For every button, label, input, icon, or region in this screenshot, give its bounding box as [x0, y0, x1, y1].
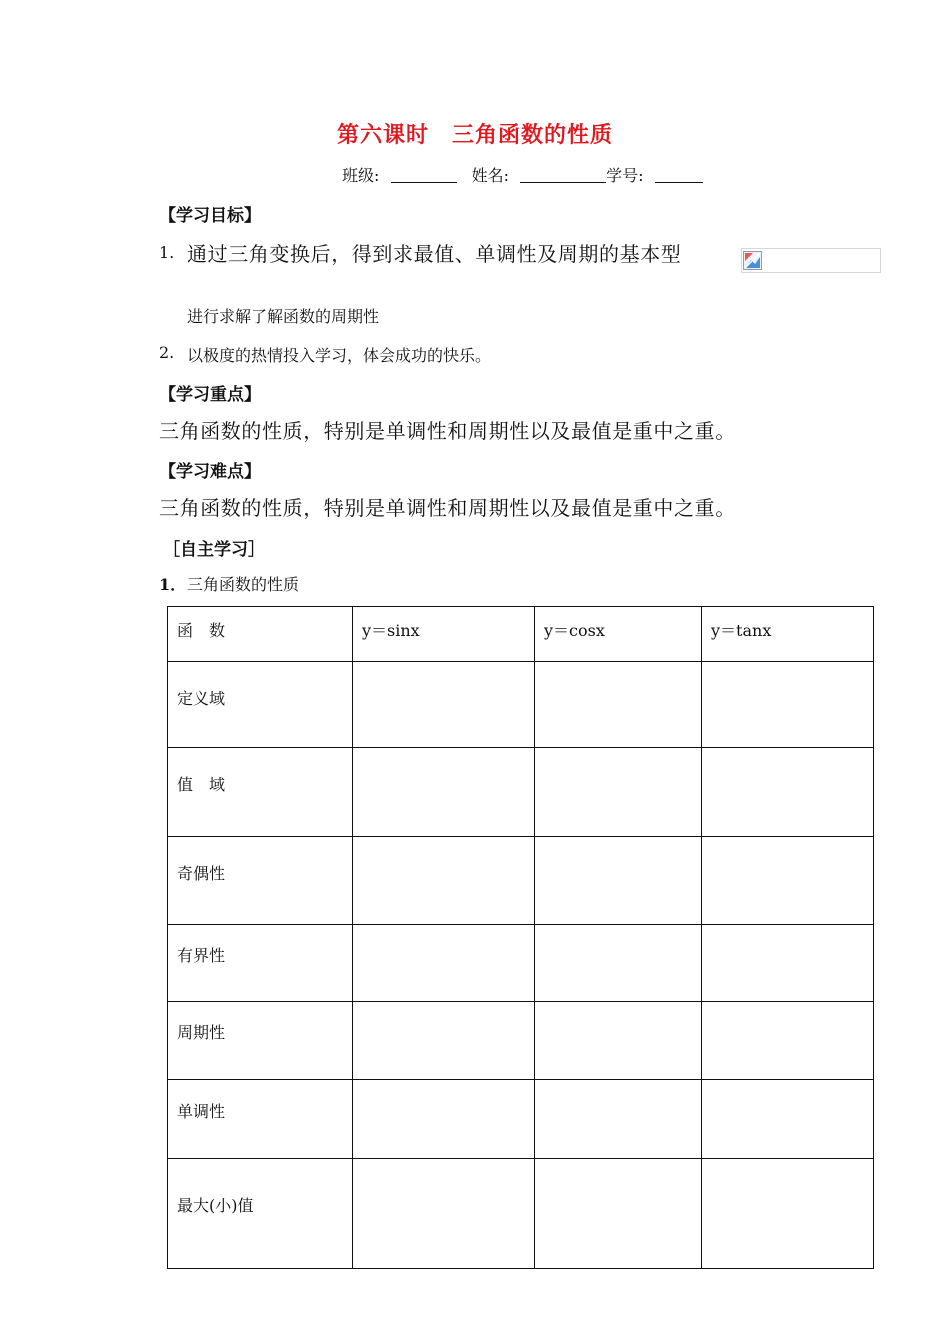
- header-cos: y＝cosx: [535, 607, 702, 662]
- table-cell: [535, 925, 702, 1002]
- table-row: [168, 837, 874, 925]
- table-cell: [353, 925, 535, 1002]
- table-cell: [353, 1159, 535, 1269]
- row-label-periodicity: 周期性: [168, 1002, 353, 1080]
- goal1-text: 通过三角变换后，得到求最值、单调性及周期的基本型: [187, 242, 682, 266]
- difficulty-heading: 【学习难点】: [159, 462, 261, 482]
- broken-image-placeholder: [741, 248, 881, 273]
- table-row: [168, 925, 874, 1002]
- trig-properties-table: [167, 606, 874, 1269]
- self-study-heading: ［自主学习］: [163, 540, 265, 560]
- difficulty-text: 三角函数的性质，特别是单调性和周期性以及最值是重中之重。: [159, 496, 736, 520]
- table-cell: [702, 1002, 874, 1080]
- table-cell: [535, 1002, 702, 1080]
- row-label-boundedness: 有界性: [168, 925, 353, 1002]
- row-label-parity: 奇偶性: [168, 837, 353, 925]
- table-cell: [702, 748, 874, 837]
- goal1-continued: 进行求解了解函数的周期性: [187, 307, 380, 326]
- goal2-number: 2.: [159, 343, 175, 362]
- table-cell: [702, 925, 874, 1002]
- student-info-line: [342, 163, 703, 186]
- row-label-monotonicity: 单调性: [168, 1080, 353, 1159]
- class-label: 班级:: [342, 166, 380, 185]
- table-cell: [535, 1080, 702, 1159]
- item1-number: 1．: [159, 575, 187, 594]
- table-row: [168, 1159, 874, 1269]
- table-cell: [535, 662, 702, 748]
- number-label: 学号:: [606, 166, 644, 185]
- table-cell: [535, 748, 702, 837]
- header-tan: y＝tanx: [702, 607, 874, 662]
- key-points-heading: 【学习重点】: [159, 385, 261, 405]
- goal2-text: 以极度的热情投入学习，体会成功的快乐。: [187, 346, 492, 365]
- class-blank: [391, 168, 457, 183]
- header-function: 函 数: [168, 607, 353, 662]
- table-cell: [702, 662, 874, 748]
- table-cell: [353, 1080, 535, 1159]
- row-label-extrema: 最大(小)值: [168, 1159, 353, 1269]
- row-label-domain: 定义域: [168, 662, 353, 748]
- table-cell: [353, 1002, 535, 1080]
- goal1-number: 1.: [159, 243, 175, 262]
- table-cell: [535, 1159, 702, 1269]
- row-label-range: 值 域: [168, 748, 353, 837]
- table-cell: [702, 837, 874, 925]
- table-row: [168, 748, 874, 837]
- table-cell: [353, 748, 535, 837]
- goals-heading: 【学习目标】: [159, 206, 261, 226]
- page-title: 第六课时 三角函数的性质: [336, 123, 613, 148]
- table-row: [168, 1080, 874, 1159]
- table-cell: [353, 837, 535, 925]
- header-sin: y＝sinx: [353, 607, 535, 662]
- table-cell: [353, 662, 535, 748]
- table-row: [168, 662, 874, 748]
- key-points-text: 三角函数的性质，特别是单调性和周期性以及最值是重中之重。: [159, 419, 736, 443]
- table-header-row: [168, 607, 874, 662]
- table-cell: [702, 1159, 874, 1269]
- name-label: 姓名:: [471, 166, 509, 185]
- table-cell: [535, 837, 702, 925]
- name-blank: [520, 168, 606, 183]
- table-row: [168, 1002, 874, 1080]
- table-cell: [702, 1080, 874, 1159]
- broken-image-icon: [743, 251, 762, 270]
- item1-text: 三角函数的性质: [187, 575, 300, 594]
- number-blank: [655, 168, 703, 183]
